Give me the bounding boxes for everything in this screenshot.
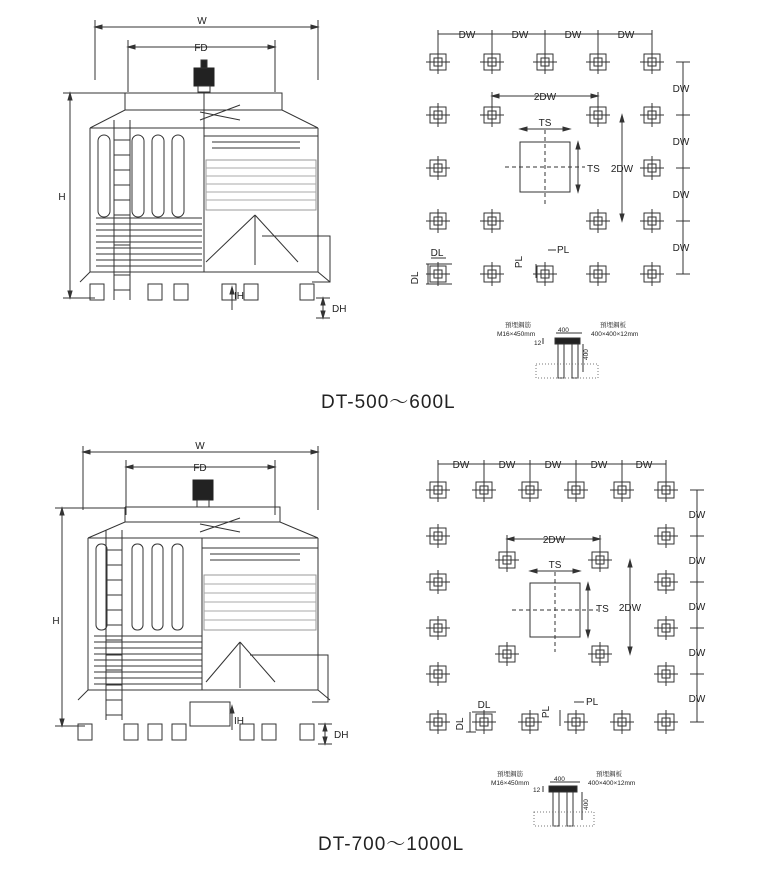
label-ih: IH <box>234 716 244 727</box>
anchor-bolt-spec: M16×450mm <box>497 331 536 338</box>
panel-1-drawing <box>0 0 780 440</box>
label-w: W <box>197 16 207 27</box>
model-caption: DT-500～600L <box>321 392 456 413</box>
label-dw: DW <box>452 460 470 471</box>
label-pl: PL <box>541 705 552 719</box>
foundation-plan <box>438 460 704 732</box>
anchor-bolt-spec: M16×450mm <box>491 780 530 787</box>
tower-elevation <box>63 20 330 318</box>
label-2dw: 2DW <box>618 603 642 614</box>
anchor-plate-label: 預埋鋼板 <box>596 771 622 778</box>
panel-dt-700-1000 <box>0 440 780 887</box>
label-pl: PL <box>586 697 599 708</box>
label-dw: DW <box>458 30 476 41</box>
anchor-thickness: 12 <box>534 340 542 347</box>
label-h: H <box>58 192 66 203</box>
anchor-width: 400 <box>558 327 569 334</box>
label-ts: TS <box>587 164 600 175</box>
label-dl: DL <box>410 271 421 285</box>
anchor-bolt-label: 預埋鋼筋 <box>505 322 531 329</box>
label-dw: DW <box>498 460 516 471</box>
label-ts: TS <box>596 604 609 615</box>
label-pl: PL <box>514 255 525 269</box>
panel-dt-500-600 <box>0 0 780 440</box>
label-dw: DW <box>590 460 608 471</box>
label-dw: DW <box>688 602 706 613</box>
label-fd: FD <box>194 43 208 54</box>
label-2dw: 2DW <box>610 164 634 175</box>
anchor-plate-spec: 400×400×12mm <box>591 331 639 338</box>
label-dw: DW <box>688 556 706 567</box>
anchor-width: 400 <box>554 776 565 783</box>
label-dw: DW <box>672 84 690 95</box>
label-dw: DW <box>617 30 635 41</box>
label-h: H <box>52 616 60 627</box>
label-dw: DW <box>688 694 706 705</box>
label-dw: DW <box>635 460 653 471</box>
label-dl: DL <box>477 700 491 711</box>
label-dw: DW <box>688 648 706 659</box>
label-dh: DH <box>332 304 347 315</box>
tower-elevation <box>55 446 332 744</box>
label-dh: DH <box>334 730 349 741</box>
label-dw: DW <box>672 137 690 148</box>
label-ih: IH <box>234 291 244 302</box>
anchor-height: 400 <box>583 799 590 810</box>
label-dw: DW <box>672 243 690 254</box>
label-w: W <box>195 441 205 452</box>
label-ts: TS <box>548 560 562 571</box>
anchor-bolt-label: 預埋鋼筋 <box>497 771 523 778</box>
anchor-plate-label: 預埋鋼板 <box>600 322 626 329</box>
label-fd: FD <box>193 463 207 474</box>
anchor-height: 400 <box>583 349 590 360</box>
model-caption: DT-700～1000L <box>318 834 465 855</box>
anchor-thickness: 12 <box>533 787 541 794</box>
anchor-plate-spec: 400×400×12mm <box>588 780 636 787</box>
label-ts: TS <box>538 118 552 129</box>
label-2dw: 2DW <box>533 92 557 103</box>
panel-2-drawing <box>0 440 780 887</box>
label-dl: DL <box>455 717 466 731</box>
label-dl: DL <box>430 248 444 259</box>
label-dw: DW <box>511 30 529 41</box>
label-dw: DW <box>564 30 582 41</box>
label-dw: DW <box>672 190 690 201</box>
label-2dw: 2DW <box>542 535 566 546</box>
label-dw: DW <box>544 460 562 471</box>
label-pl: PL <box>557 245 570 256</box>
label-dw: DW <box>688 510 706 521</box>
